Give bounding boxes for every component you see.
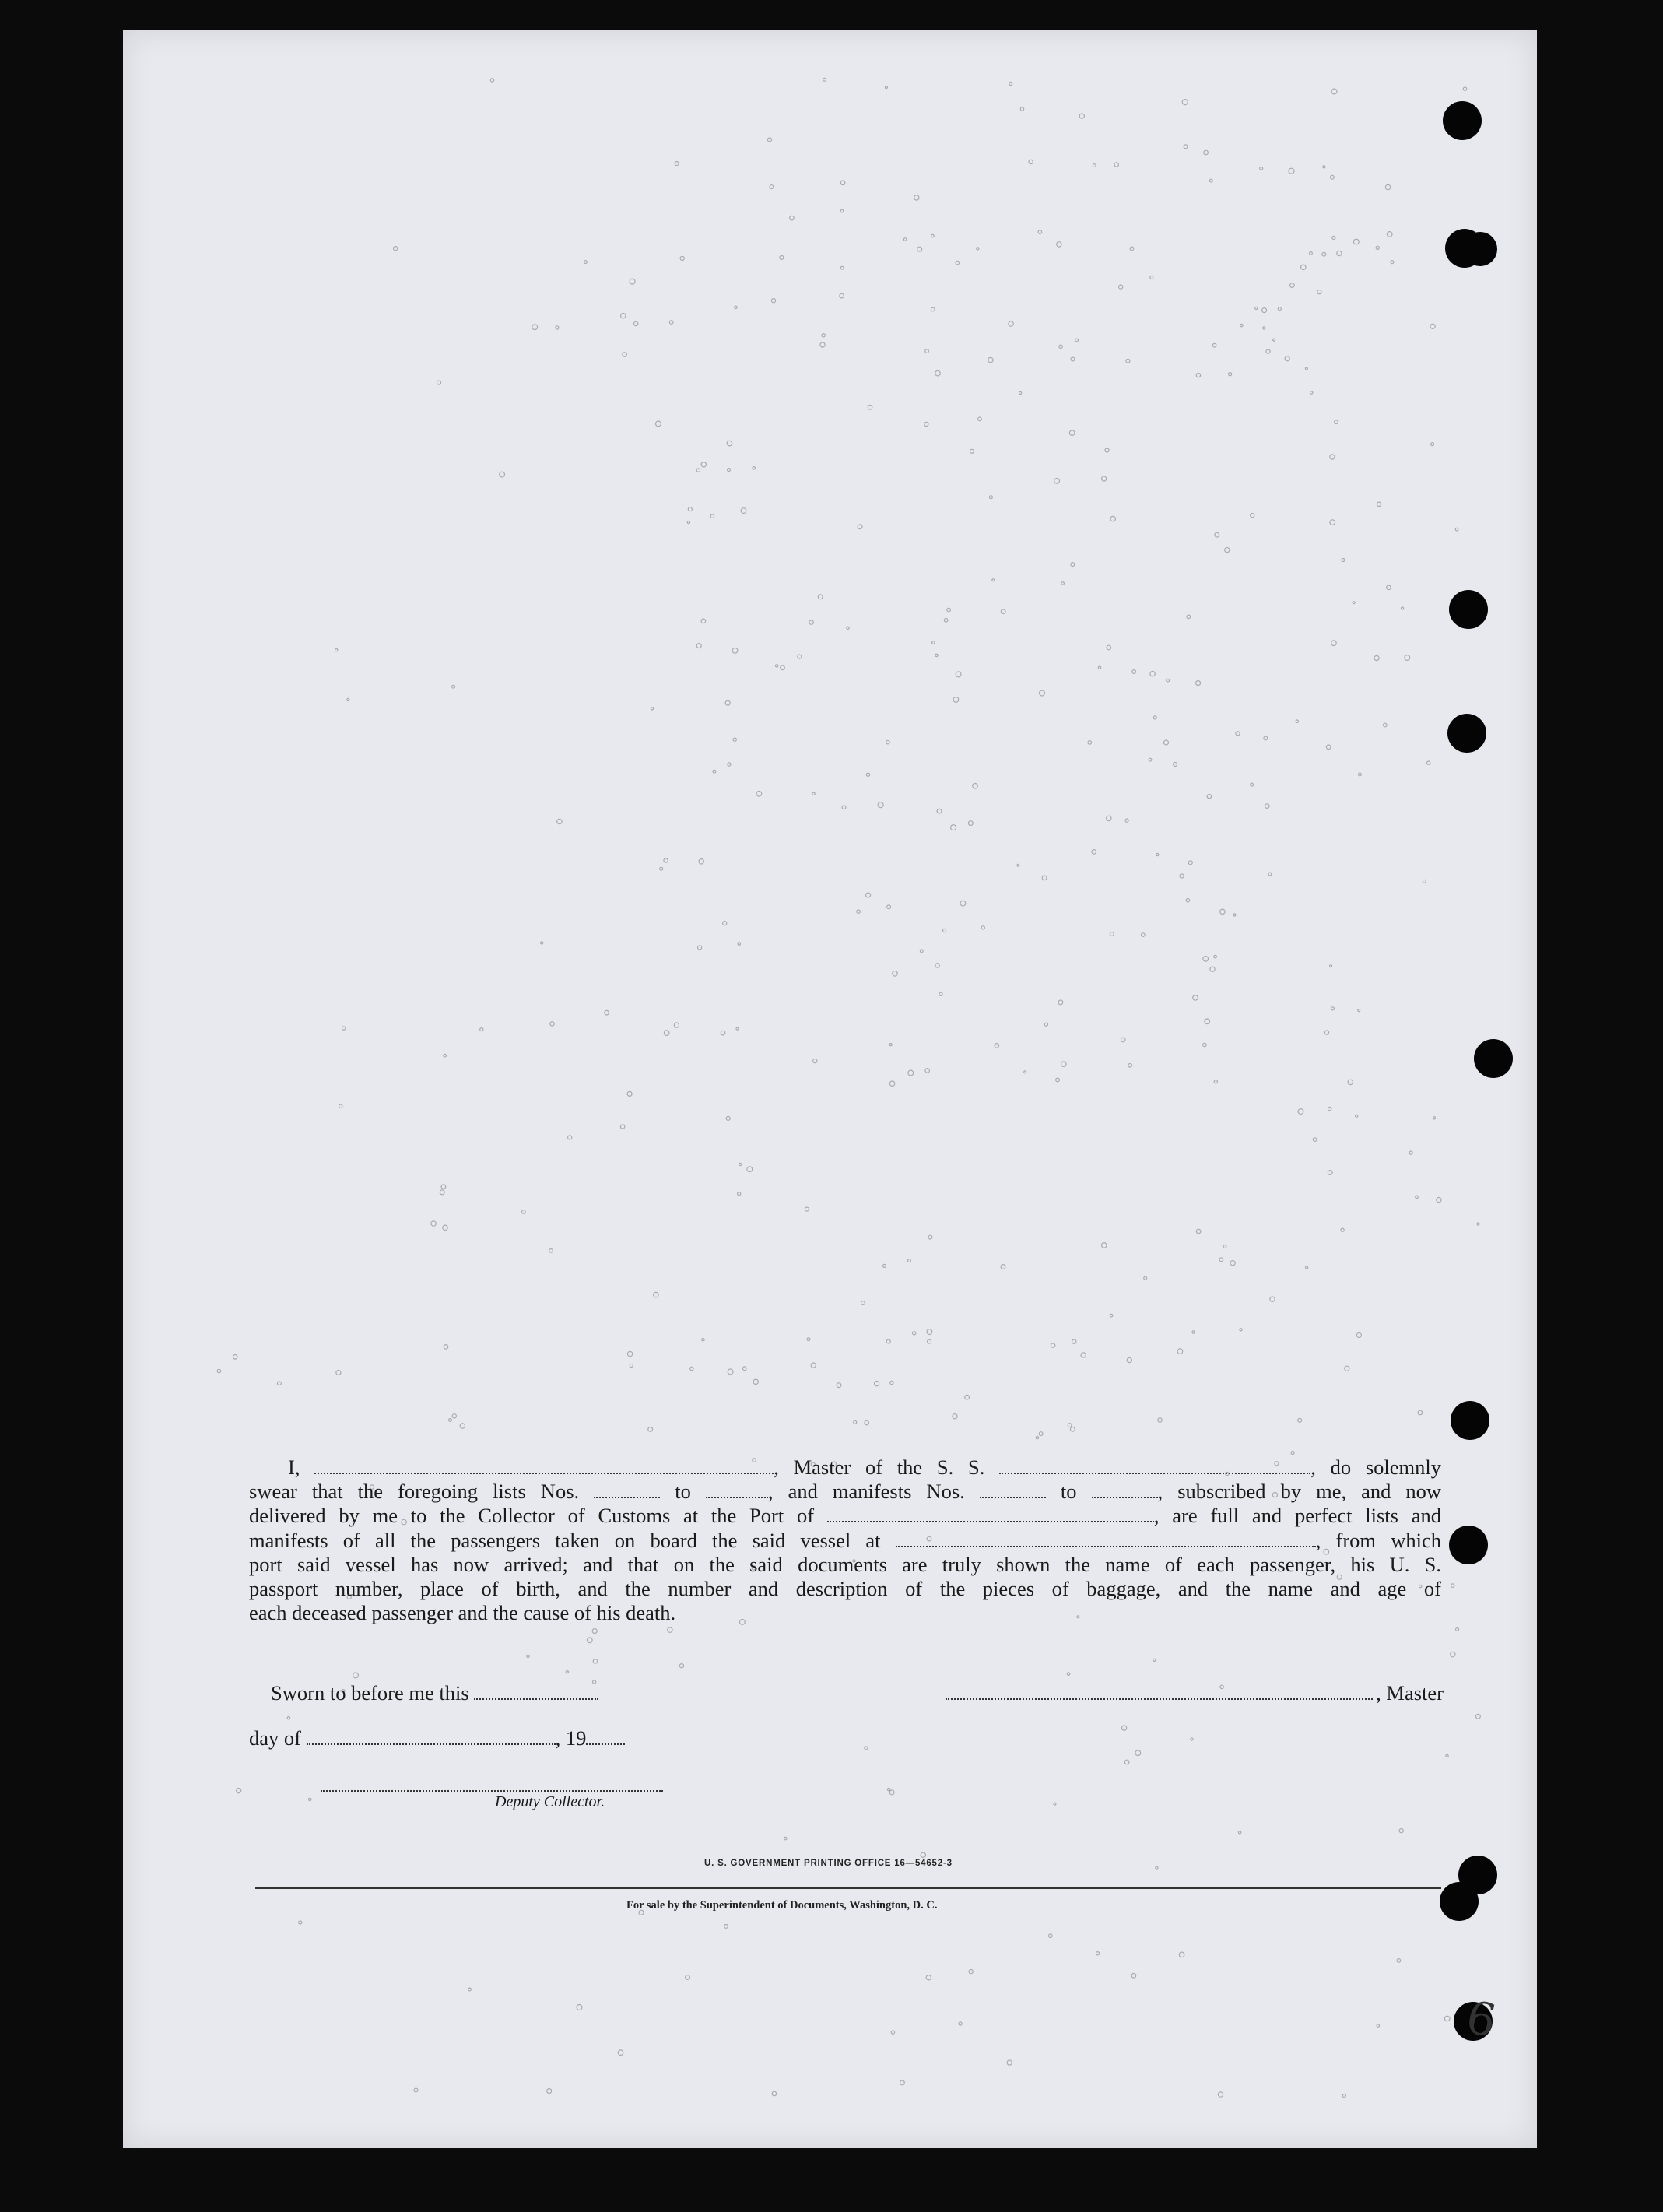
deputy-collector-label: Deputy Collector. (495, 1793, 605, 1810)
oath-paragraph (249, 1455, 1441, 1625)
port-blank (827, 1507, 1154, 1522)
paper-speckles (123, 30, 1537, 2148)
oath-line-2 (249, 1480, 1441, 1504)
oath-text-do-solemnly: , do solemnly (1310, 1455, 1441, 1479)
punch-hole-7 (1451, 1401, 1489, 1440)
punch-hole-3 (1463, 232, 1497, 266)
oath-line-6: passport number, place of birth, and the number and description of the pieces of baggage, and the name and age of (249, 1577, 1441, 1601)
punch-hole-1 (1443, 101, 1482, 140)
year-text: , 19 (555, 1726, 587, 1750)
oath-line-3 (249, 1504, 1441, 1528)
day-of-line (249, 1726, 625, 1750)
oath-text-swear: swear that the foregoing lists Nos. (249, 1480, 580, 1504)
oath-line-7: each deceased passenger and the cause of his death. (249, 1601, 676, 1625)
oath-text-master-of-ss: , Master of the S. S. (774, 1455, 985, 1479)
vessel-name-blank (999, 1459, 1310, 1474)
oath-text-to-2: to (1060, 1480, 1077, 1504)
master-signature-blank (946, 1684, 1373, 1700)
year-blank (586, 1729, 625, 1745)
oath-line-1 (249, 1455, 1441, 1480)
sworn-day-blank (474, 1684, 598, 1700)
lists-from-blank (594, 1483, 660, 1498)
day-of-text: day of (249, 1726, 301, 1750)
manifests-from-blank (980, 1483, 1046, 1498)
master-signature-line (946, 1681, 1444, 1705)
master-label: , Master (1376, 1681, 1444, 1705)
oath-line-4 (249, 1529, 1441, 1553)
gpo-imprint: U. S. GOVERNMENT PRINTING OFFICE 16—54652-3 (704, 1859, 953, 1868)
oath-text-subscribed: , subscribed by me, and now (1157, 1480, 1442, 1504)
punch-hole-4 (1449, 590, 1488, 629)
oath-text-to-1: to (675, 1480, 691, 1504)
oath-text-delivered: delivered by me to the Collector of Customs at the Port of (249, 1504, 815, 1528)
boarding-port-blank (896, 1532, 1316, 1547)
punch-hole-6 (1474, 1039, 1513, 1078)
manifests-to-blank (1092, 1483, 1158, 1498)
document-page (123, 30, 1537, 2148)
deputy-signature-line (321, 1790, 663, 1792)
oath-text-manifests: , and manifests Nos. (767, 1480, 965, 1504)
oath-text-from-which: , from which (1315, 1528, 1441, 1552)
oath-line-5: port said vessel has now arrived; and that on the said documents are truly shown the name of each passenger, his U. S. (249, 1552, 1441, 1576)
master-name-blank (314, 1459, 774, 1474)
oath-text-full-perfect: , are full and perfect lists and (1153, 1504, 1441, 1528)
lists-to-blank (706, 1483, 768, 1498)
sworn-statement (271, 1681, 598, 1705)
punch-hole-5 (1447, 714, 1486, 753)
month-blank (307, 1729, 556, 1745)
sworn-text: Sworn to before me this (271, 1681, 469, 1705)
punch-hole-10 (1440, 1882, 1479, 1921)
footer-rule (255, 1887, 1441, 1889)
punch-hole-8 (1449, 1526, 1488, 1564)
oath-text-manifests-all: manifests of all the passengers taken on board the said vessel at (249, 1528, 881, 1552)
oath-text-i: I, (288, 1455, 300, 1479)
handwritten-page-mark: 6 (1461, 1989, 1501, 2049)
sale-notice: For sale by the Superintendent of Documents, Washington, D. C. (626, 1899, 938, 1912)
